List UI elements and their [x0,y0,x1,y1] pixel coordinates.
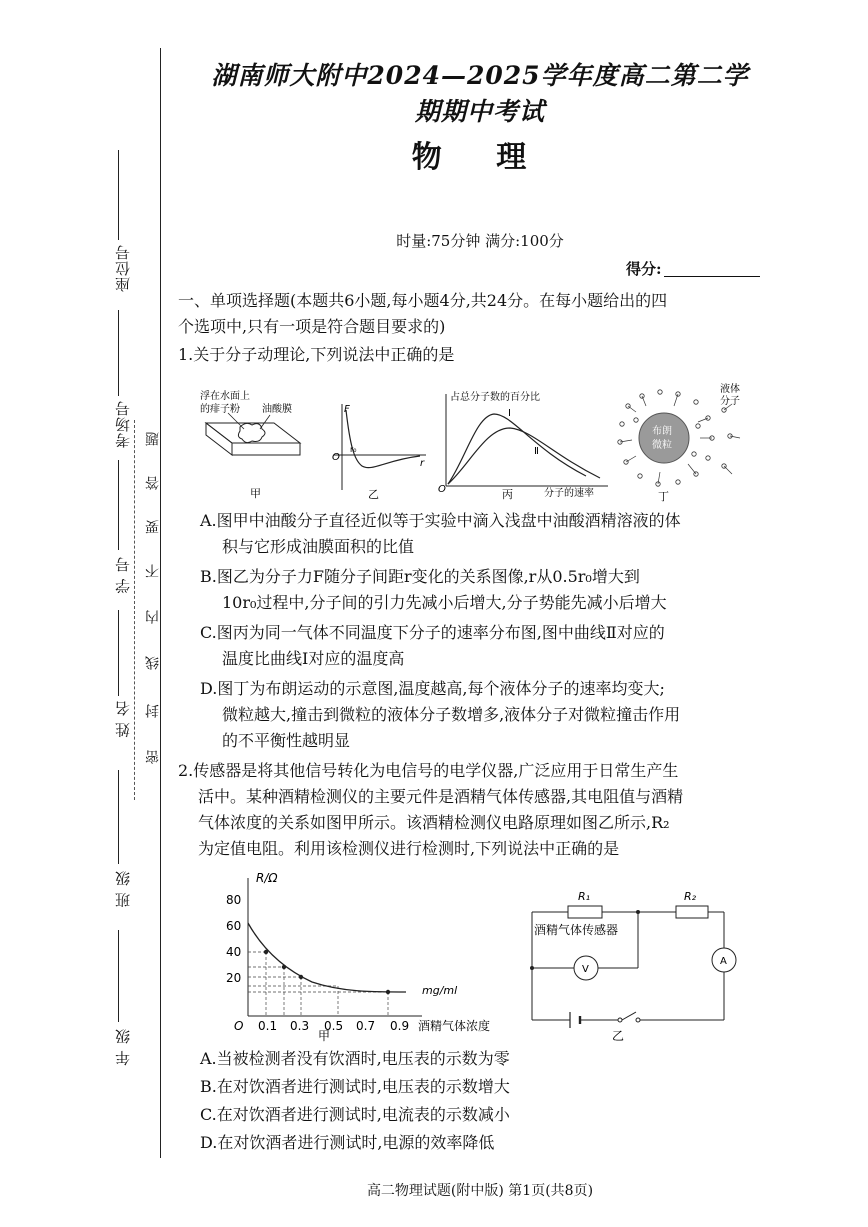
ytick-60: 60 [226,919,242,933]
graph-points [264,950,390,994]
label-f: F [344,404,350,415]
label-speed: 分子的速率 [544,488,594,499]
label-curve-2: Ⅱ [534,446,539,457]
field-line-name [118,610,119,696]
label-origin-q2: O [234,1019,244,1033]
label-voltmeter: V [582,964,589,975]
fig-ding-brownian [612,380,762,502]
label-curve-1: Ⅰ [508,408,511,419]
q2-option-d: D.在对饮酒者进行测试时,电源的效率降低 [200,1133,495,1152]
label-ammeter: A [720,956,727,967]
q1-option-c [200,620,764,672]
caption-bing: 丙 [502,488,513,500]
q1-option-b-line2: 10r₀过程中,分子间的引力先减小后增大,分子势能先减小后增大 [222,593,667,612]
section-heading [178,288,764,340]
label-powder-1: 浮在水面上 [200,391,250,402]
fig-jia-oil-film [200,385,312,500]
label-r0: r₀ [350,445,357,454]
section-heading-line1: 一、单项选择题(本题共6小题,每小题4分,共24分。在每小题给出的四 [178,291,668,310]
q1-option-d-line1: D.图丁为布朗运动的示意图,温度越高,每个液体分子的速率均变大; [200,679,665,698]
subject-title: 物 理 [411,140,549,175]
field-line-class [118,770,119,864]
q1-option-d [200,676,764,754]
label-r2: R₂ [684,890,697,903]
q1-option-a-line1: A.图甲中油酸分子直径近似等于实验中滴入浅盘中油酸酒精溶液的体 [200,511,681,530]
label-percent: 占总分子数的百分比 [450,392,540,403]
label-particle-1: 布朗 [652,426,672,437]
field-line-grade [118,930,119,1022]
field-line-seat [118,150,119,240]
seal-char: 答 [145,476,161,490]
q2-line3: 气体浓度的关系如图甲所示。该酒精检测仪电路原理如图乙所示,R₂ [198,813,670,832]
field-grade: 年 级 [114,1028,132,1066]
q2-option-b: B.在对饮酒者进行测试时,电压表的示数增大 [200,1077,510,1096]
seal-char: 内 [145,610,161,624]
fig-yi-force-curve [320,400,432,500]
seal-char: 封 [145,704,161,718]
field-seat-number: 座位号 [114,244,132,292]
seal-char: 题 [145,432,161,446]
seal-char: 密 [145,750,161,764]
curve-1 [448,414,586,484]
tray-side [206,423,232,455]
fig-q2-circuit [520,882,742,1042]
switch-terminal-2 [636,1018,640,1022]
xtick-0.5: 0.5 [324,1019,344,1033]
caption-ding: 丁 [658,490,669,502]
field-student-id: 学 号 [114,556,132,594]
label-sensor: 酒精气体传感器 [534,923,619,937]
label-powder-2: 的痱子粉 [200,404,240,415]
q2-line1: 2.传感器是将其他信号转化为电信号的电学仪器,广泛应用于日常生产生 [178,761,679,780]
xtick-0.9: 0.9 [390,1019,410,1033]
q1-option-d-line2: 微粒越大,撞击到微粒的液体分子数增多,液体分子对微粒撞击作用 [222,705,681,724]
q1-option-d-line3: 的不平衡性越明显 [222,731,351,750]
pointer-powder [228,413,244,429]
label-origin-yi: O [332,452,340,463]
resistor-r2 [676,906,708,918]
label-r-ohm: R/Ω [256,871,278,885]
q2-line4: 为定值电阻。利用该检测仪进行检测时,下列说法中正确的是 [198,839,620,858]
seal-char: 要 [145,520,161,534]
xtick-0.7: 0.7 [356,1019,376,1033]
label-liquid-1: 液体 [720,384,740,395]
xtick-0.1: 0.1 [258,1019,278,1033]
field-exam-room: 考场号 [114,400,132,448]
label-concentration: 酒精气体浓度 [418,1019,491,1033]
q1-option-c-line2: 温度比曲线Ⅰ对应的温度高 [222,649,405,668]
ytick-40: 40 [226,945,242,959]
resistor-r1 [568,906,602,918]
binding-line [160,48,161,1158]
caption-yi: 乙 [368,488,379,500]
label-r1: R₁ [578,890,591,903]
fig-bing-speed-distribution [436,388,612,500]
field-line-room [118,310,119,396]
curve-2 [448,428,600,484]
q1-option-a [200,508,764,560]
field-class: 班 级 [114,870,132,908]
xtick-0.3: 0.3 [290,1019,310,1033]
q2-option-a: A.当被检测者没有饮酒时,电压表的示数为零 [200,1049,510,1068]
q1-option-a-line2: 积与它形成油膜面积的比值 [222,537,415,556]
seal-char: 不 [145,564,161,578]
score-label: 得分: [626,260,662,278]
section-heading-line2: 个选项中,只有一项是符合题目要求的) [178,317,446,336]
page-footer: 高二物理试题(附中版) 第1页(共8页) [366,1183,594,1199]
caption-q2-jia: 甲 [318,1029,331,1043]
switch-terminal-1 [618,1018,622,1022]
question-1-stem: 1.关于分子动理论,下列说法中正确的是 [178,345,455,364]
pointer-oil [260,415,270,429]
fig-q2-resistance-graph [222,868,512,1043]
seal-dashed-line [134,420,136,800]
ytick-20: 20 [226,971,242,985]
force-curve [346,410,420,468]
exam-title: 湖南师大附中2024—2025学年度高二第二学期期中考试 [211,61,749,126]
q2-line2: 活中。某种酒精检测仪的主要元件是酒精气体传感器,其电阻值与酒精 [198,787,684,806]
label-unit: mg/ml [422,984,458,997]
junction-top [636,910,640,914]
junction-left [530,966,534,970]
exam-meta: 时量:75分钟 满分:100分 [396,232,564,250]
field-line-id [118,460,119,550]
score-blank [664,276,760,277]
brownian-particle [639,413,689,463]
caption-q2-yi: 乙 [612,1029,625,1042]
q2-option-c: C.在对饮酒者进行测试时,电流表的示数减小 [200,1105,510,1124]
label-oil-film: 油酸膜 [262,404,292,415]
question-2-stem [178,758,764,862]
q1-option-b [200,564,764,616]
ytick-80: 80 [226,893,242,907]
label-origin-bing: O [438,484,446,495]
tray-front [232,443,300,455]
resistance-curve [248,923,406,992]
label-r: r [420,458,425,469]
q1-option-c-line1: C.图丙为同一气体不同温度下分子的速率分布图,图中曲线Ⅱ对应的 [200,623,665,642]
label-particle-2: 微粒 [652,440,672,451]
seal-char: 线 [145,656,161,670]
caption-jia: 甲 [250,487,261,500]
oil-film-shape [238,423,265,442]
q1-option-b-line1: B.图乙为分子力F随分子间距r变化的关系图像,r从0.5r₀增大到 [200,567,640,586]
field-name: 姓 名 [114,700,132,738]
label-liquid-2: 分子 [720,396,740,407]
